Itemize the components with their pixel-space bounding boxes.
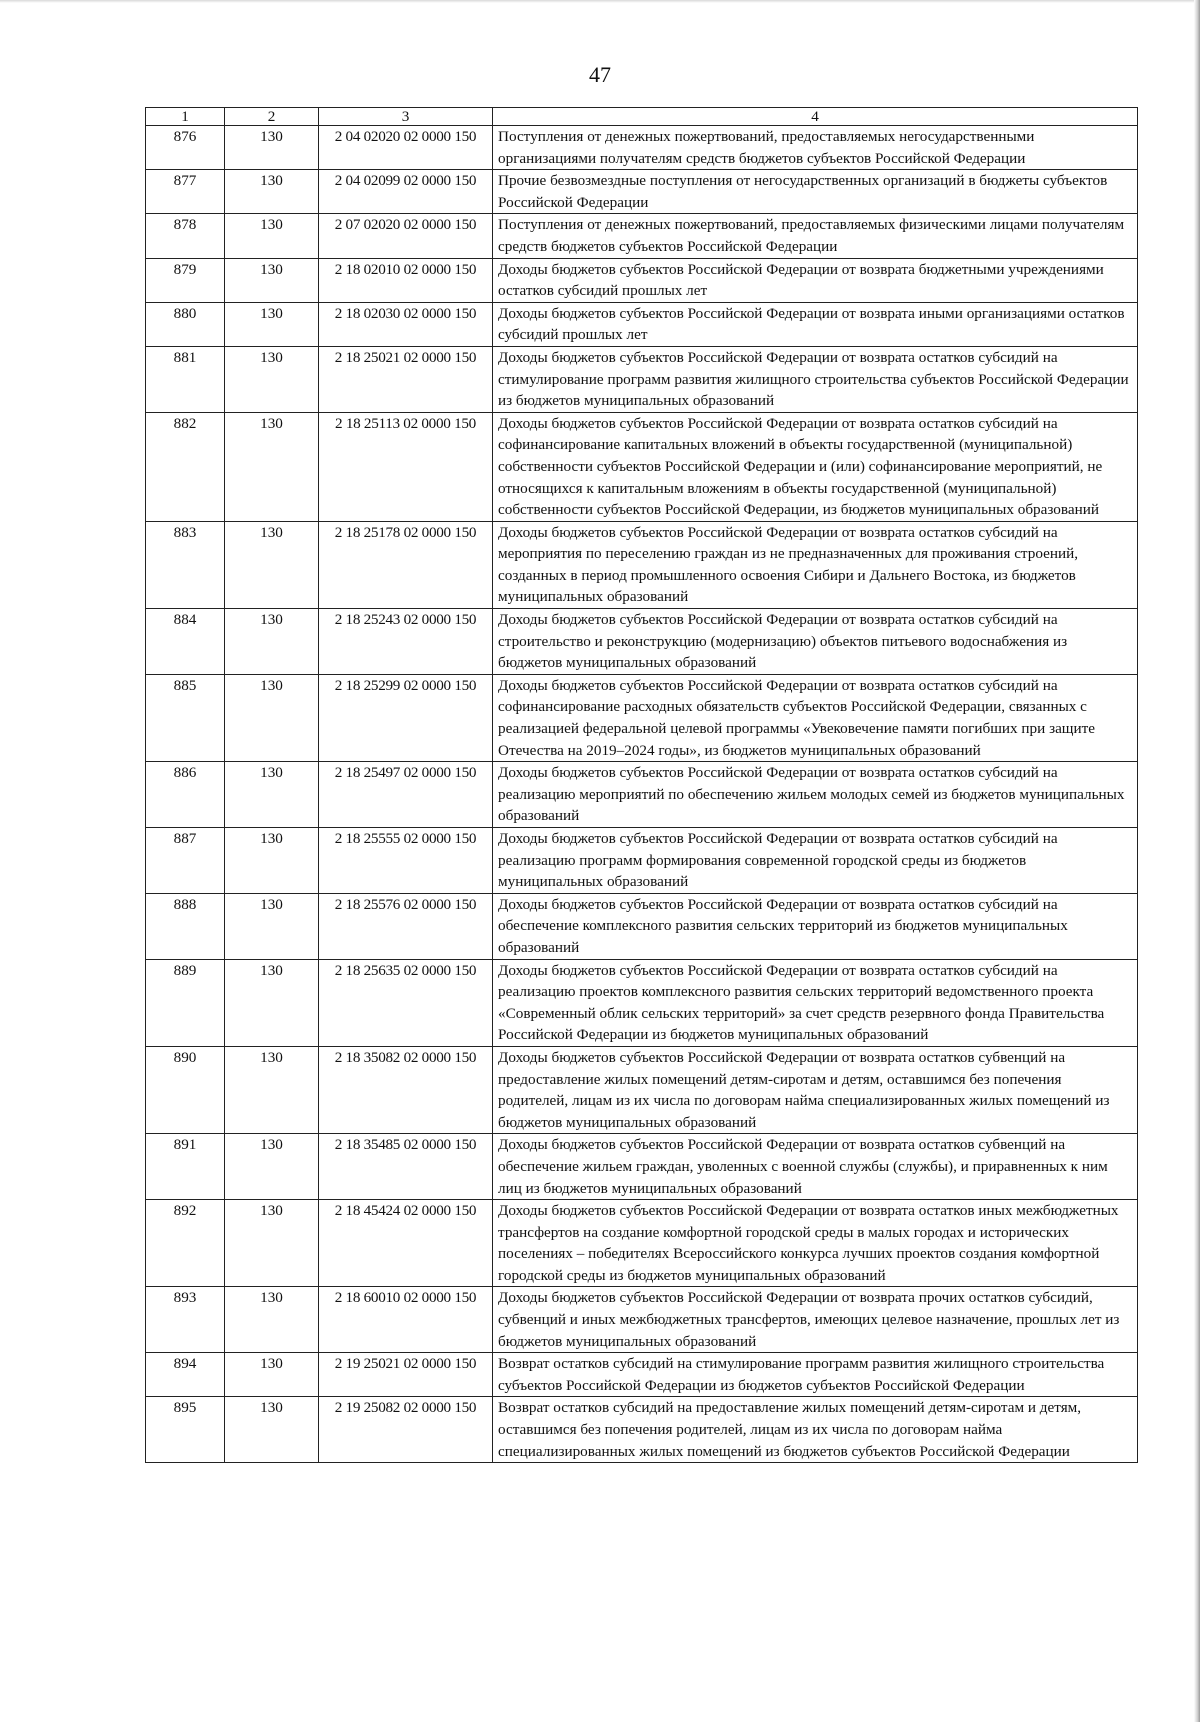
revenue-description: Прочие безвозмездные поступления от негосударственных организаций в бюджеты субъектов Российской Федерации <box>493 170 1138 214</box>
row-number: 889 <box>146 959 225 1046</box>
row-number: 888 <box>146 893 225 959</box>
table-row <box>146 412 1138 521</box>
header-col-4: 4 <box>493 108 1138 126</box>
page-number: 47 <box>589 62 611 87</box>
revenue-description: Доходы бюджетов субъектов Российской Федерации от возврата остатков субсидий на мероприятия по переселению граждан из не предназначенных для проживания строений, созданных в период промышленного освоения Сибири и Дальнего Востока, из бюджетов муниципальных образований <box>493 521 1138 608</box>
administrator-code: 130 <box>225 674 319 761</box>
table-body <box>146 126 1138 1463</box>
budget-classification-code: 2 18 25113 02 0000 150 <box>319 412 493 521</box>
budget-classification-code: 2 19 25082 02 0000 150 <box>319 1397 493 1463</box>
row-number: 876 <box>146 126 225 170</box>
administrator-code: 130 <box>225 346 319 412</box>
table-row <box>146 1046 1138 1133</box>
scan-right-edge <box>1194 0 1200 1722</box>
budget-classification-code: 2 18 25576 02 0000 150 <box>319 893 493 959</box>
revenue-description: Доходы бюджетов субъектов Российской Федерации от возврата остатков субвенций на обеспечение жильем граждан, уволенных с военной службы (службы), и приравненных к ним лиц из бюджетов муниципальных образований <box>493 1134 1138 1200</box>
administrator-code: 130 <box>225 828 319 894</box>
table-row <box>146 214 1138 258</box>
administrator-code: 130 <box>225 214 319 258</box>
table-row <box>146 126 1138 170</box>
revenue-description: Доходы бюджетов субъектов Российской Федерации от возврата остатков субсидий на обеспечение комплексного развития сельских территорий из бюджетов муниципальных образований <box>493 893 1138 959</box>
row-number: 890 <box>146 1046 225 1133</box>
table-row <box>146 258 1138 302</box>
budget-classification-code: 2 18 25497 02 0000 150 <box>319 762 493 828</box>
revenue-codes-table <box>145 107 1138 1463</box>
administrator-code: 130 <box>225 1200 319 1287</box>
administrator-code: 130 <box>225 762 319 828</box>
row-number: 879 <box>146 258 225 302</box>
header-col-1: 1 <box>146 108 225 126</box>
budget-classification-code: 2 18 25299 02 0000 150 <box>319 674 493 761</box>
administrator-code: 130 <box>225 521 319 608</box>
row-number: 885 <box>146 674 225 761</box>
table-row <box>146 828 1138 894</box>
row-number: 891 <box>146 1134 225 1200</box>
row-number: 893 <box>146 1287 225 1353</box>
table-row <box>146 1353 1138 1397</box>
administrator-code: 130 <box>225 412 319 521</box>
row-number: 884 <box>146 609 225 675</box>
administrator-code: 130 <box>225 893 319 959</box>
revenue-description: Доходы бюджетов субъектов Российской Федерации от возврата остатков субвенций на предоставление жилых помещений детям-сиротам и детям, оставшимся без попечения родителей, лицам из их числа по договорам найма специализированных жилых помещений из бюджетов муниципальных образований <box>493 1046 1138 1133</box>
revenue-description: Доходы бюджетов субъектов Российской Федерации от возврата остатков субсидий на софинансирование капитальных вложений в объекты государственной (муниципальной) собственности субъектов Российской Федерации и (или) софинансирование мероприятий, не относящихся к капитальным вложениям в объекты государственной (муниципальной) собственности субъектов Российской Федерации, из бюджетов муниципальных образований <box>493 412 1138 521</box>
header-col-3: 3 <box>319 108 493 126</box>
budget-classification-code: 2 18 35485 02 0000 150 <box>319 1134 493 1200</box>
budget-classification-code: 2 04 02020 02 0000 150 <box>319 126 493 170</box>
administrator-code: 130 <box>225 609 319 675</box>
row-number: 886 <box>146 762 225 828</box>
row-number: 880 <box>146 302 225 346</box>
budget-classification-code: 2 18 25243 02 0000 150 <box>319 609 493 675</box>
header-col-2: 2 <box>225 108 319 126</box>
revenue-description: Поступления от денежных пожертвований, предоставляемых негосударственными организациями получателям средств бюджетов субъектов Российской Федерации <box>493 126 1138 170</box>
row-number: 881 <box>146 346 225 412</box>
table-row <box>146 959 1138 1046</box>
row-number: 882 <box>146 412 225 521</box>
scan-top-edge <box>0 0 1200 3</box>
row-number: 892 <box>146 1200 225 1287</box>
table-header-row <box>146 108 1138 126</box>
table-row <box>146 170 1138 214</box>
budget-classification-code: 2 18 25178 02 0000 150 <box>319 521 493 608</box>
revenue-description: Доходы бюджетов субъектов Российской Федерации от возврата остатков субсидий на реализацию мероприятий по обеспечению жильем молодых семей из бюджетов муниципальных образований <box>493 762 1138 828</box>
revenue-description: Возврат остатков субсидий на предоставление жилых помещений детям-сиротам и детям, оставшимся без попечения родителей, лицам из их числа по договорам найма специализированных жилых помещений из бюджетов субъектов Российской Федерации <box>493 1397 1138 1463</box>
table-row <box>146 302 1138 346</box>
administrator-code: 130 <box>225 1046 319 1133</box>
revenue-description: Поступления от денежных пожертвований, предоставляемых физическими лицами получателям средств бюджетов субъектов Российской Федерации <box>493 214 1138 258</box>
administrator-code: 130 <box>225 126 319 170</box>
row-number: 877 <box>146 170 225 214</box>
table-row <box>146 609 1138 675</box>
table-row <box>146 521 1138 608</box>
revenue-codes-table-wrapper <box>145 107 1137 1463</box>
table-row <box>146 346 1138 412</box>
revenue-description: Доходы бюджетов субъектов Российской Федерации от возврата иными организациями остатков субсидий прошлых лет <box>493 302 1138 346</box>
revenue-description: Доходы бюджетов субъектов Российской Федерации от возврата остатков иных межбюджетных трансфертов на создание комфортной городской среды в малых городах и исторических поселениях – победителях Всероссийского конкурса лучших проектов создания комфортной городской среды из бюджетов муниципальных образований <box>493 1200 1138 1287</box>
administrator-code: 130 <box>225 1287 319 1353</box>
revenue-description: Доходы бюджетов субъектов Российской Федерации от возврата бюджетными учреждениями остатков субсидий прошлых лет <box>493 258 1138 302</box>
row-number: 894 <box>146 1353 225 1397</box>
table-row <box>146 893 1138 959</box>
administrator-code: 130 <box>225 170 319 214</box>
row-number: 887 <box>146 828 225 894</box>
revenue-description: Доходы бюджетов субъектов Российской Федерации от возврата остатков субсидий на софинансирование расходных обязательств субъектов Российской Федерации, связанных с реализацией федеральной целевой программы «Увековечение памяти погибших при защите Отечества на 2019–2024 годы», из бюджетов муниципальных образований <box>493 674 1138 761</box>
row-number: 883 <box>146 521 225 608</box>
administrator-code: 130 <box>225 1397 319 1463</box>
budget-classification-code: 2 18 35082 02 0000 150 <box>319 1046 493 1133</box>
revenue-description: Доходы бюджетов субъектов Российской Федерации от возврата прочих остатков субсидий, субвенций и иных межбюджетных трансфертов, имеющих целевое назначение, прошлых лет из бюджетов муниципальных образований <box>493 1287 1138 1353</box>
budget-classification-code: 2 18 45424 02 0000 150 <box>319 1200 493 1287</box>
administrator-code: 130 <box>225 1134 319 1200</box>
revenue-description: Доходы бюджетов субъектов Российской Федерации от возврата остатков субсидий на реализацию программ формирования современной городской среды из бюджетов муниципальных образований <box>493 828 1138 894</box>
row-number: 895 <box>146 1397 225 1463</box>
table-row <box>146 1397 1138 1463</box>
budget-classification-code: 2 18 25555 02 0000 150 <box>319 828 493 894</box>
table-row <box>146 1287 1138 1353</box>
budget-classification-code: 2 04 02099 02 0000 150 <box>319 170 493 214</box>
table-row <box>146 674 1138 761</box>
budget-classification-code: 2 18 60010 02 0000 150 <box>319 1287 493 1353</box>
administrator-code: 130 <box>225 1353 319 1397</box>
budget-classification-code: 2 18 25635 02 0000 150 <box>319 959 493 1046</box>
administrator-code: 130 <box>225 959 319 1046</box>
table-row <box>146 1200 1138 1287</box>
revenue-description: Возврат остатков субсидий на стимулирование программ развития жилищного строительства субъектов Российской Федерации из бюджетов субъектов Российской Федерации <box>493 1353 1138 1397</box>
budget-classification-code: 2 07 02020 02 0000 150 <box>319 214 493 258</box>
table-row <box>146 762 1138 828</box>
budget-classification-code: 2 18 25021 02 0000 150 <box>319 346 493 412</box>
budget-classification-code: 2 18 02010 02 0000 150 <box>319 258 493 302</box>
revenue-description: Доходы бюджетов субъектов Российской Федерации от возврата остатков субсидий на реализацию проектов комплексного развития сельских территорий ведомственного проекта «Современный облик сельских территорий» за счет средств резервного фонда Правительства Российской Федерации из бюджетов муниципальных образований <box>493 959 1138 1046</box>
administrator-code: 130 <box>225 302 319 346</box>
administrator-code: 130 <box>225 258 319 302</box>
budget-classification-code: 2 19 25021 02 0000 150 <box>319 1353 493 1397</box>
budget-classification-code: 2 18 02030 02 0000 150 <box>319 302 493 346</box>
table-row <box>146 1134 1138 1200</box>
revenue-description: Доходы бюджетов субъектов Российской Федерации от возврата остатков субсидий на стимулирование программ развития жилищного строительства субъектов Российской Федерации из бюджетов муниципальных образований <box>493 346 1138 412</box>
row-number: 878 <box>146 214 225 258</box>
revenue-description: Доходы бюджетов субъектов Российской Федерации от возврата остатков субсидий на строительство и реконструкцию (модернизацию) объектов питьевого водоснабжения из бюджетов муниципальных образований <box>493 609 1138 675</box>
